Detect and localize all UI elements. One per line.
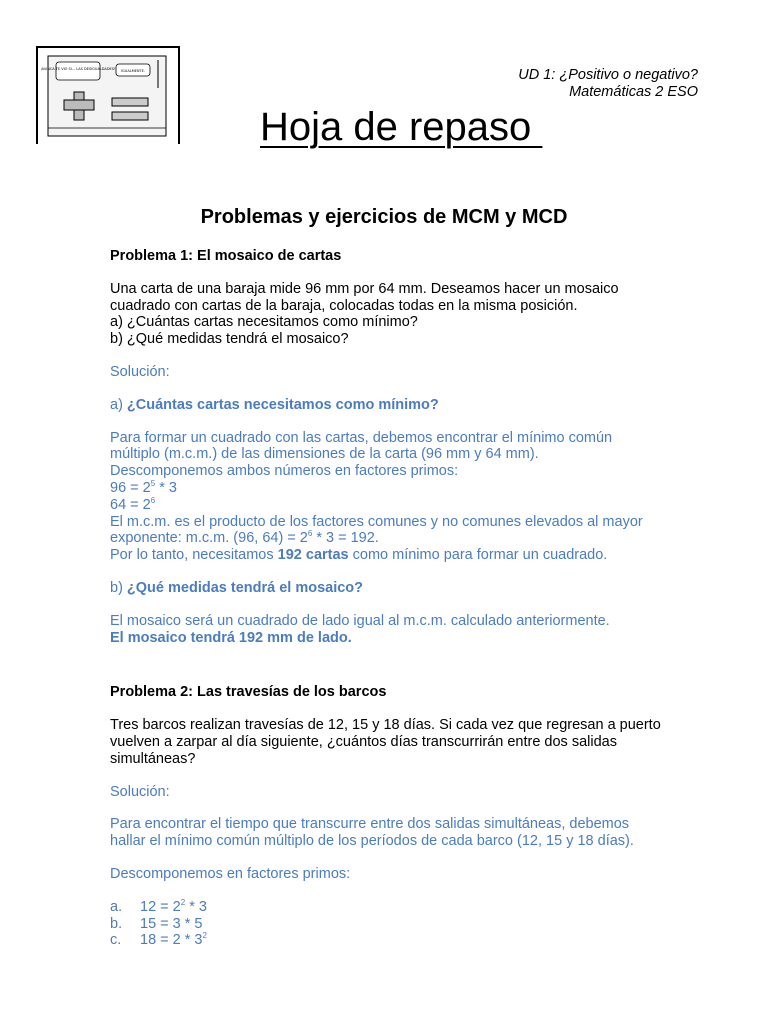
- course-title: Matemáticas 2 ESO: [569, 84, 698, 100]
- factor-exponent: 2: [202, 931, 207, 941]
- list-item: [110, 916, 710, 933]
- factorization-96: [110, 480, 710, 497]
- problem1-question-b: [110, 580, 710, 597]
- problem2-decomposition: Descomponemos en factores primos:: [110, 865, 351, 882]
- factor-exponent: 6: [150, 495, 156, 505]
- list-marker: c.: [110, 932, 122, 949]
- question-b-text: ¿Qué medidas tendrá el mosaico?: [126, 579, 364, 596]
- factor-exponent: 5: [150, 478, 156, 488]
- problem2-statement-line: Tres barcos realizan travesías de 12, 15 y 18 días. Si cada vez que regresan a puerto: [110, 717, 661, 734]
- page-title: Hoja de repaso: [260, 105, 543, 149]
- factor-base: 18 = 2 * 3: [140, 932, 203, 949]
- answer-b-line: El mosaico será un cuadrado de lado igual al m.c.m. calculado anteriormente.: [110, 612, 610, 629]
- question-a-prefix: a): [110, 396, 127, 413]
- question-a-text: ¿Cuántas cartas necesitamos como mínimo?: [126, 396, 439, 413]
- problem1-heading: Problema 1: El mosaico de cartas: [110, 248, 342, 264]
- problem1-statement-line: Una carta de una baraja mide 96 mm por 64 mm. Deseamos hacer un mosaico: [110, 280, 619, 297]
- mcm-text: exponente: m.c.m. (96, 64) = 2: [110, 530, 308, 547]
- factor-base: 64 = 2: [110, 496, 151, 513]
- conclusion-bold: 192 cartas: [277, 547, 349, 564]
- problem2-solution-line: hallar el mínimo común múltiplo de los períodos de cada barco (12, 15 y 18 días).: [110, 833, 634, 850]
- problem2-solution-label: Solución:: [110, 783, 170, 800]
- mcm-text-end: * 3 = 192.: [312, 530, 379, 547]
- answer-a-line: múltiplo (m.c.m.) de las dimensiones de la carta (96 mm y 64 mm).: [110, 446, 539, 463]
- problem1-solution-label: Solución:: [110, 363, 170, 380]
- problem2-heading: Problema 2: Las travesías de los barcos: [110, 684, 387, 701]
- problem1-statement-line: a) ¿Cuántas cartas necesitamos como mínimo?: [110, 314, 418, 331]
- conclusion-text-end: como mínimo para formar un cuadrado.: [348, 547, 608, 564]
- list-marker: b.: [110, 915, 123, 932]
- factor-base: 15 = 3 * 5: [140, 915, 203, 932]
- answer-a-line: Descomponemos ambos números en factores primos:: [110, 463, 459, 480]
- comic-illustration: [38, 48, 178, 144]
- unit-title: UD 1: ¿Positivo o negativo?: [518, 67, 698, 83]
- document-body: [110, 248, 710, 949]
- problem2-statement-line: simultáneas?: [110, 750, 196, 767]
- problem1-statement-line: cuadrado con cartas de la baraja, colocadas todas en la misma posición.: [110, 297, 578, 314]
- conclusion-a: [110, 547, 710, 564]
- list-item: [110, 899, 710, 916]
- question-b-prefix: b): [110, 579, 127, 596]
- answer-a-line: Para formar un cuadrado con las cartas, debemos encontrar el mínimo común: [110, 429, 613, 446]
- comic-image: [36, 46, 180, 144]
- mcm-line: El m.c.m. es el producto de los factores comunes y no comunes elevados al mayor: [110, 513, 643, 530]
- mcm-exponent: 6: [307, 529, 313, 539]
- comic-bubble-left: ¡NUNCA TE VIO SI... LAS DESIGUALDADES!: [40, 67, 116, 71]
- problem2-statement-line: vuelven a zarpar al día siguiente, ¿cuántos días transcurrirán entre dos salidas: [110, 733, 617, 750]
- list-marker: a.: [110, 898, 123, 915]
- factorization-64: [110, 497, 710, 514]
- factor-exponent: 2: [180, 897, 186, 907]
- comic-bubble-right: IGUALMENTE.: [121, 69, 145, 73]
- problem1-question-a: [110, 397, 710, 414]
- conclusion-text: Por lo tanto, necesitamos: [110, 547, 278, 564]
- problem1-statement-line: b) ¿Qué medidas tendrá el mosaico?: [110, 331, 349, 348]
- factor-base: 96 = 2: [110, 479, 151, 496]
- factor-base: 12 = 2: [140, 898, 181, 915]
- problem2-solution-line: Para encontrar el tiempo que transcurre entre dos salidas simultáneas, debemos: [110, 816, 630, 833]
- list-item: [110, 932, 710, 949]
- unit-header: [380, 67, 698, 101]
- answer-b-bold: El mosaico tendrá 192 mm de lado.: [110, 629, 352, 646]
- factor-list: [110, 899, 710, 949]
- factor-rest: * 3: [185, 898, 207, 915]
- factor-rest: * 3: [155, 479, 177, 496]
- section-title: Problemas y ejercicios de MCM y MCD: [200, 206, 568, 228]
- mcm-result-line: [110, 530, 710, 547]
